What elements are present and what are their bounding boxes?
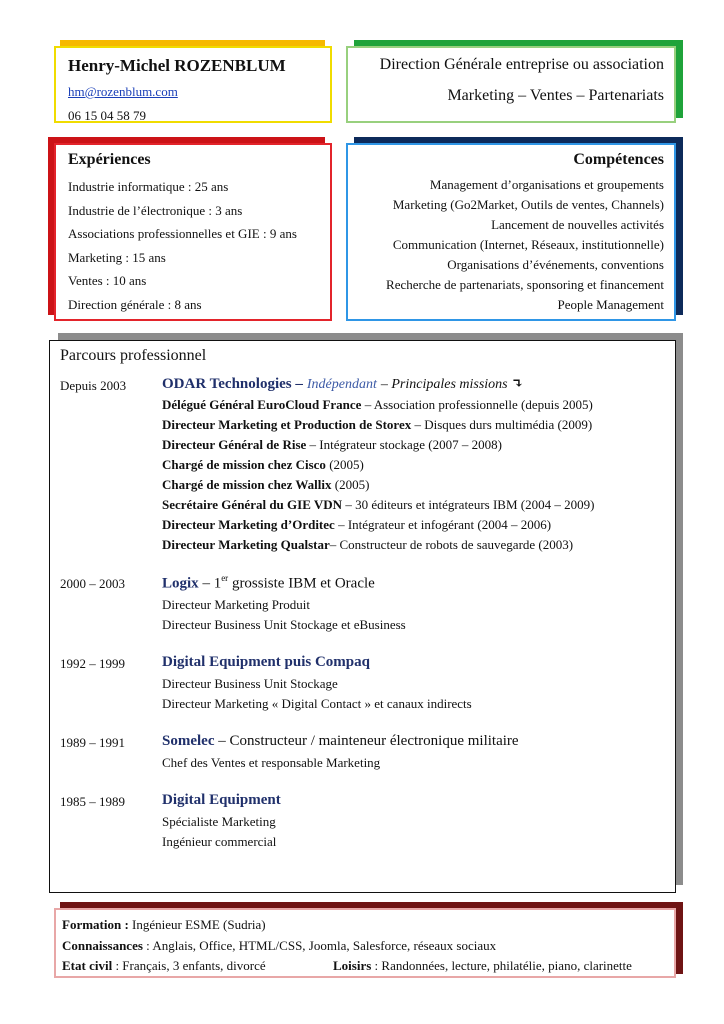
role-item: Spécialiste Marketing bbox=[162, 814, 276, 830]
company-name: Logix bbox=[162, 575, 199, 592]
role-title: Chargé de mission chez Cisco bbox=[162, 457, 326, 472]
email-link[interactable]: hm@rozenblum.com bbox=[68, 84, 178, 99]
etat-civil-value: : Français, 3 enfants, divorcé bbox=[112, 958, 266, 973]
experience-item: Associations professionnelles et GIE : 9 ans bbox=[68, 226, 297, 242]
connaissances-label: Connaissances bbox=[62, 937, 143, 953]
company-status: Indépendant bbox=[306, 377, 377, 392]
role-title: Directeur Général de Rise bbox=[162, 437, 307, 452]
entry-date: 2000 – 2003 bbox=[60, 576, 125, 591]
role-detail: (2005) bbox=[331, 477, 370, 492]
target-position-box bbox=[346, 46, 676, 123]
role-detail: – Intégrateur stockage (2007 – 2008) bbox=[306, 437, 502, 452]
company-name: Digital Equipment bbox=[162, 792, 281, 809]
role-item bbox=[162, 535, 665, 555]
competence-item: Communication (Internet, Réseaux, institutionnelle) bbox=[392, 237, 664, 252]
target-title: Direction Générale entreprise ou association bbox=[379, 56, 664, 73]
career-entry-digital-compaq bbox=[60, 653, 665, 714]
experiences-title: Expériences bbox=[68, 151, 151, 168]
footer-box bbox=[54, 908, 676, 978]
company-desc: grossiste IBM et Oracle bbox=[228, 575, 375, 592]
etat-civil-label: Etat civil bbox=[62, 958, 113, 973]
formation-label: Formation : bbox=[62, 917, 129, 932]
role-title: Directeur Marketing et Production de Storex bbox=[162, 417, 412, 432]
role-title: Secrétaire Général du GIE VDN bbox=[162, 497, 343, 512]
entry-date: 1985 – 1989 bbox=[60, 794, 125, 810]
entry-date: 1989 – 1991 bbox=[60, 735, 125, 751]
competence-item: Marketing (Go2Market, Outils de ventes, Channels) bbox=[392, 197, 664, 212]
company-desc: – Constructeur / mainteneur électronique militaire bbox=[214, 733, 519, 750]
missions-label: – Principales missions bbox=[380, 377, 508, 392]
experience-item: Marketing : 15 ans bbox=[68, 249, 166, 265]
role-item bbox=[162, 515, 665, 535]
loisirs-label: Loisirs bbox=[333, 958, 372, 973]
role-item bbox=[162, 435, 665, 455]
loisirs-value: : Randonnées, lecture, philatélie, piano, clarinette bbox=[371, 958, 632, 973]
contact-box bbox=[54, 46, 332, 123]
role-title: Directeur Marketing d’Orditec bbox=[162, 517, 335, 532]
role-item: Directeur Marketing « Digital Contact » et canaux indirects bbox=[162, 696, 472, 712]
experience-item: Industrie informatique : 25 ans bbox=[68, 179, 229, 194]
parcours-title: Parcours professionnel bbox=[60, 347, 207, 364]
competence-item: Recherche de partenariats, sponsoring et financement bbox=[386, 277, 664, 292]
role-item bbox=[162, 415, 665, 435]
candidate-name: Henry-Michel ROZENBLUM bbox=[68, 56, 286, 75]
etat-loisirs-row bbox=[62, 956, 668, 977]
competence-item: Lancement de nouvelles activités bbox=[491, 217, 664, 232]
role-title: Directeur Marketing Qualstar bbox=[162, 537, 330, 552]
experience-item: Industrie de l’électronique : 3 ans bbox=[68, 202, 243, 218]
experience-item: Ventes : 10 ans bbox=[68, 273, 147, 289]
entry-date: Depuis 2003 bbox=[60, 378, 127, 393]
competence-item: Organisations d’événements, conventions bbox=[447, 257, 664, 272]
experience-item: Direction générale : 8 ans bbox=[68, 296, 202, 312]
role-item: Chef des Ventes et responsable Marketing bbox=[162, 755, 381, 771]
role-detail: – Disques durs multimédia (2009) bbox=[411, 417, 593, 432]
connaissances-row bbox=[62, 936, 668, 957]
role-detail: – 30 éditeurs et intégrateurs IBM (2004 – 2009) bbox=[342, 497, 595, 512]
experiences-box bbox=[54, 143, 332, 321]
role-title: Délégué Général EuroCloud France bbox=[162, 397, 362, 412]
parcours-box bbox=[49, 340, 676, 893]
company-name: ODAR Technologies – bbox=[162, 376, 303, 392]
role-detail: – Intégrateur et infogérant (2004 – 2006) bbox=[334, 517, 552, 532]
role-detail: – Association professionnelle (depuis 2005) bbox=[361, 397, 593, 412]
role-detail: (2005) bbox=[325, 457, 364, 472]
role-item bbox=[162, 495, 665, 515]
career-entry-logix bbox=[60, 573, 665, 635]
role-item: Directeur Marketing Produit bbox=[162, 597, 311, 613]
role-item: Ingénieur commercial bbox=[162, 834, 277, 850]
competences-box bbox=[346, 143, 676, 321]
company-name: Somelec bbox=[162, 733, 215, 750]
role-item bbox=[162, 395, 665, 415]
competence-item: Management d’organisations et groupements bbox=[429, 177, 664, 192]
company-desc: – 1 bbox=[198, 575, 222, 592]
role-item: Directeur Business Unit Stockage et eBusiness bbox=[162, 617, 406, 633]
role-item bbox=[162, 455, 665, 475]
role-title: Chargé de mission chez Wallix bbox=[162, 477, 332, 492]
company-name: Digital Equipment puis Compaq bbox=[162, 654, 370, 671]
formation-value: Ingénieur ESME (Sudria) bbox=[128, 917, 266, 932]
entry-date: 1992 – 1999 bbox=[60, 656, 125, 672]
role-item: Directeur Business Unit Stockage bbox=[162, 676, 338, 692]
competence-item: People Management bbox=[557, 297, 664, 312]
career-entry-somelec bbox=[60, 732, 665, 773]
career-entry-digital bbox=[60, 791, 665, 852]
role-item bbox=[162, 475, 665, 495]
formation-row bbox=[62, 915, 668, 936]
phone-number: 06 15 04 58 79 bbox=[68, 108, 146, 123]
career-entry-odar bbox=[60, 375, 665, 555]
competences-title: Compétences bbox=[573, 151, 664, 168]
target-subtitle: Marketing – Ventes – Partenariats bbox=[447, 87, 664, 104]
connaissances-value: : Anglais, Office, HTML/CSS, Joomla, Salesforce, réseaux sociaux bbox=[142, 937, 497, 953]
arrow-down-right-icon: ↴ bbox=[511, 377, 524, 392]
ordinal-suffix: er bbox=[221, 573, 229, 583]
role-detail: – Constructeur de robots de sauvegarde (2003) bbox=[329, 537, 574, 552]
